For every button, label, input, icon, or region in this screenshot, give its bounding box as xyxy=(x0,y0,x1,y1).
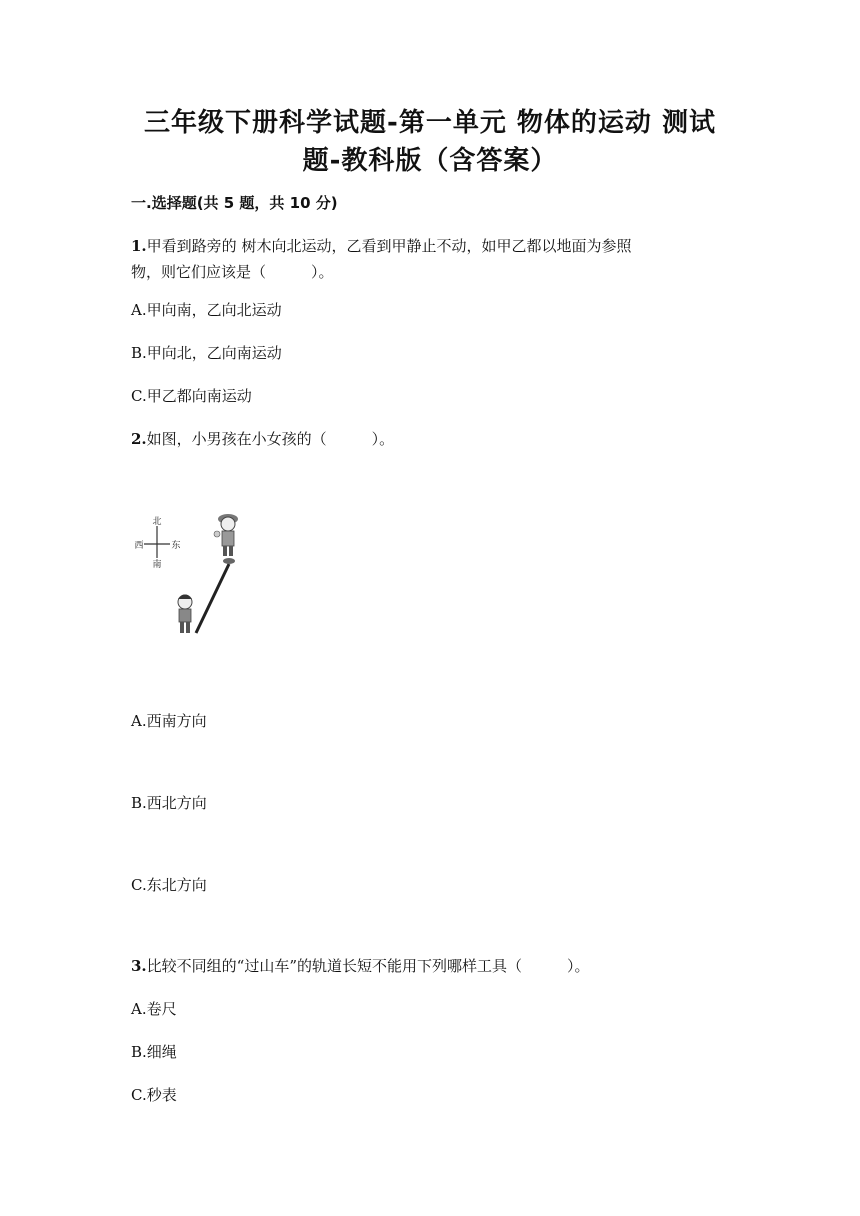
section-heading: 一.选择题(共 5 题，共 10 分) xyxy=(131,194,338,212)
direction-figure xyxy=(128,506,258,646)
option-b: B.西北方向 xyxy=(131,794,207,812)
option-c: C.东北方向 xyxy=(131,876,207,894)
question-3 xyxy=(131,953,731,979)
document-title xyxy=(110,104,750,180)
option-c: C.甲乙都向南运动 xyxy=(131,387,252,405)
compass-north-label: 北 xyxy=(152,517,162,527)
compass-west-label: 西 xyxy=(134,541,144,551)
boy-figure xyxy=(178,595,192,634)
compass-east-label: 东 xyxy=(171,541,181,551)
question-1 xyxy=(131,233,731,285)
question-text: 比较不同组的“过山车”的轨道长短不能用下列哪样工具（ ）。 xyxy=(146,957,590,975)
option-a: A.卷尺 xyxy=(131,1000,177,1018)
title-line-2: 题-教科版（含答案） xyxy=(302,146,558,176)
question-number: 1. xyxy=(131,237,147,255)
question-2 xyxy=(131,426,731,452)
title-line-1: 三年级下册科学试题-第一单元 物体的运动 测试 xyxy=(144,108,716,138)
compass-south-label: 南 xyxy=(152,560,162,570)
question-number: 2. xyxy=(131,430,147,448)
question-text: 如图，小男孩在小女孩的（ ）。 xyxy=(146,430,395,448)
question-number: 3. xyxy=(131,957,147,975)
option-c: C.秒表 xyxy=(131,1086,177,1104)
path-line xyxy=(196,564,229,633)
option-b: B.甲向北，乙向南运动 xyxy=(131,344,282,362)
question-text-continued: 物，则它们应该是（ ）。 xyxy=(131,263,334,281)
option-a: A.甲向南，乙向北运动 xyxy=(131,301,282,319)
question-text: 甲看到路旁的 树木向北运动，乙看到甲静止不动，如甲乙都以地面为参照 xyxy=(146,237,632,255)
figure-illustration xyxy=(128,506,258,646)
option-b: B.细绳 xyxy=(131,1043,177,1061)
girl-figure xyxy=(214,514,238,564)
option-a: A.西南方向 xyxy=(131,712,207,730)
